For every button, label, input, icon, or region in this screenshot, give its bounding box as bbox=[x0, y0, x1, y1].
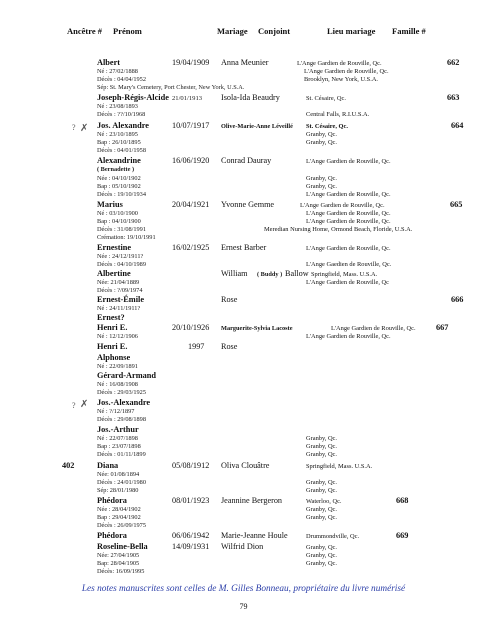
spouse-name: Marie-Jeanne Houle bbox=[221, 531, 288, 540]
child-detail: Décès : 24/01/1980 bbox=[97, 479, 146, 486]
child-name: Joseph-Régis-Alcide bbox=[97, 93, 169, 102]
child-detail: Décès : 19/10/1934 bbox=[97, 191, 146, 198]
place-line: Granby, Qc. bbox=[306, 560, 337, 567]
child-detail: Sép: St. Mary's Cemetery, Port Chester, New York, U.S.A. bbox=[97, 84, 245, 91]
marriage-place: L'Ange Gardien de Rouville, Qc. bbox=[306, 158, 391, 165]
child-name: Jos.-Alexandre bbox=[97, 398, 151, 407]
child-detail: Décès : ??/10/1968 bbox=[97, 111, 146, 118]
family-number: 665 bbox=[450, 200, 463, 209]
child-detail: Né : 27/02/1888 bbox=[97, 68, 138, 75]
spouse-name: Anna Meunier bbox=[221, 58, 269, 67]
place-line: Granby, Qc. bbox=[306, 435, 337, 442]
place-line: Granby, Qc. bbox=[306, 139, 337, 146]
place-line: L'Ange Gardien de Rouville, Qc. bbox=[306, 210, 391, 217]
child-detail: Décès : 04/10/1989 bbox=[97, 261, 146, 268]
marriage-date: 19/04/1909 bbox=[172, 58, 210, 67]
spouse-name: Rose bbox=[221, 342, 238, 351]
child-name: Ernest? bbox=[97, 313, 125, 322]
family-number: 662 bbox=[447, 58, 460, 67]
child-detail: Décès : 29/03/1925 bbox=[97, 389, 146, 396]
family-number: 663 bbox=[447, 93, 460, 102]
child-name: Phédora bbox=[97, 531, 127, 540]
marriage-place: Waterloo, Qc. bbox=[306, 498, 342, 505]
place-line: Granby, Qc. bbox=[306, 443, 337, 450]
ancestor-number: 402 bbox=[62, 461, 75, 470]
child-detail: Crémation: 19/10/1991 bbox=[97, 234, 156, 241]
place-line: Granby, Qc. bbox=[306, 487, 337, 494]
child-detail: Né : 22/09/1891 bbox=[97, 363, 138, 370]
child-detail: Né : 23/08/1893 bbox=[97, 103, 138, 110]
child-detail: Décès : 31/08/1991 bbox=[97, 226, 146, 233]
page-number: 79 bbox=[239, 602, 248, 611]
child-nickname: ( Bernadette ) bbox=[97, 166, 135, 173]
place-line: Granby, Qc. bbox=[306, 183, 337, 190]
child-name: Phédora bbox=[97, 496, 127, 505]
place-line: Granby, Qc. bbox=[306, 131, 337, 138]
place-line: Granby, Qc. bbox=[306, 514, 337, 521]
marriage-place: L'Ange Gardien de Rouville, Qc. bbox=[297, 60, 382, 67]
child-detail: Bap : 26/10/1895 bbox=[97, 139, 141, 146]
spouse-name: Jeannine Bergeron bbox=[221, 496, 283, 505]
family-number: 669 bbox=[396, 531, 409, 540]
header-ancetre: Ancêtre # bbox=[67, 26, 103, 36]
header-prenom: Prénom bbox=[113, 26, 142, 36]
marriage-date: 16/06/1920 bbox=[172, 156, 210, 165]
spouse-name: William bbox=[221, 269, 248, 278]
place-line: Granby, Qc. bbox=[306, 544, 337, 551]
header-lieu-mariage: Lieu mariage bbox=[327, 26, 376, 36]
child-detail: Né : 24/11/1911? bbox=[97, 305, 141, 312]
spouse-name: Marguerite-Sylvia Lacoste bbox=[221, 325, 293, 332]
child-detail: Décès : 04/01/1958 bbox=[97, 147, 146, 154]
child-name: Marius bbox=[97, 200, 123, 209]
child-detail: Bap : 23/07/1898 bbox=[97, 443, 141, 450]
child-detail: Décès : 04/04/1952 bbox=[97, 76, 146, 83]
place-line: Granby, Qc. bbox=[306, 175, 337, 182]
marriage-place: L'Ange Gardien de Rouville, Qc. bbox=[300, 202, 385, 209]
place-line: L'Ange Gardien de Rouville, Qc. bbox=[306, 218, 391, 225]
child-detail: Bap: 28/04/1905 bbox=[97, 560, 140, 567]
family-number: 668 bbox=[396, 496, 409, 505]
child-name: Roseline-Bella bbox=[97, 542, 148, 551]
header-conjoint: Conjoint bbox=[258, 26, 291, 36]
child-name: Jos. Alexandre bbox=[97, 121, 149, 130]
handwritten-cross-icon: ✗ bbox=[80, 399, 89, 410]
child-name: Ernest-Émile bbox=[97, 295, 145, 304]
child-detail: Décès: 16/09/1995 bbox=[97, 568, 145, 575]
child-detail: Sép: 28/01/1980 bbox=[97, 487, 139, 494]
child-detail: Né : 03/10/1900 bbox=[97, 210, 138, 217]
marriage-date: 06/06/1942 bbox=[172, 531, 210, 540]
place-line: Meredian Nursing Home, Ormond Beach, Floride, U.S.A. bbox=[264, 226, 413, 233]
child-detail: Née : 04/10/1902 bbox=[97, 175, 141, 182]
child-detail: Bap : 05/10/1902 bbox=[97, 183, 141, 190]
child-name: Ernestine bbox=[97, 243, 132, 252]
place-line: Granby, Qc. bbox=[306, 552, 337, 559]
header-famille: Famille # bbox=[392, 26, 426, 36]
child-detail: Né : 12/12/1906 bbox=[97, 333, 138, 340]
child-name: Albert bbox=[97, 58, 121, 67]
child-detail: Décès : ?/09/1974 bbox=[97, 287, 143, 294]
child-detail: Née: 27/04/1905 bbox=[97, 552, 140, 559]
child-name: Alexandrine bbox=[97, 156, 141, 165]
marriage-place: Springfield, Mass. U.S.A. bbox=[311, 271, 378, 278]
marriage-date: 14/09/1931 bbox=[172, 542, 210, 551]
child-name: Gérard-Armand bbox=[97, 371, 156, 380]
handwritten-cross-icon: ✗ bbox=[80, 123, 89, 134]
child-detail: Née: 21/04/1889 bbox=[97, 279, 140, 286]
child-detail: Né : 23/10/1895 bbox=[97, 131, 138, 138]
marriage-place: L'Ange Gardien de Rouville, Qc. bbox=[306, 245, 391, 252]
child-detail: Bap : 29/04/1902 bbox=[97, 514, 141, 521]
place-line: L'Ange Gaedien de Rouville, Qc. bbox=[306, 261, 392, 268]
child-name: Henri E. bbox=[97, 342, 128, 351]
spouse-name: Oliva Clouâtre bbox=[221, 461, 270, 470]
marriage-place: St. Césaire, Qc. bbox=[306, 95, 346, 102]
marriage-place: St. Césaire, Qc. bbox=[306, 123, 348, 130]
child-name: Henri E. bbox=[97, 323, 128, 332]
child-detail: Né : 22/07/1898 bbox=[97, 435, 138, 442]
marriage-date: 1997 bbox=[188, 342, 205, 351]
place-line: Granby, Qc. bbox=[306, 506, 337, 513]
marriage-date: 20/10/1926 bbox=[172, 323, 210, 332]
spouse-name: Ernest Barber bbox=[221, 243, 267, 252]
marriage-place: L'Ange Gardien de Rouville, Qc. bbox=[331, 325, 416, 332]
child-detail: Né : 16/08/1908 bbox=[97, 381, 138, 388]
spouse-name: Yvonne Gemme bbox=[221, 200, 275, 209]
child-detail: Née : 24/12/1911? bbox=[97, 253, 144, 260]
spouse-name: Wilfrid Dion bbox=[221, 542, 264, 551]
marriage-date: 20/04/1921 bbox=[172, 200, 210, 209]
header-mariage: Mariage bbox=[217, 26, 248, 36]
place-line: L'Ange Gardien de Rouville, Qc bbox=[306, 279, 389, 286]
spouse-name: Isola-Ida Beaudry bbox=[221, 93, 280, 102]
place-line: L'Ange Gardien de Rouville, Qc. bbox=[306, 333, 391, 340]
child-name: Alphonse bbox=[97, 353, 131, 362]
child-detail: Décès : 01/11/1899 bbox=[97, 451, 146, 458]
place-line: Granby, Qc. bbox=[306, 479, 337, 486]
handwritten-question-mark-icon: ? bbox=[72, 401, 76, 410]
place-line: Brooklyn, New York, U.S.A. bbox=[304, 76, 379, 83]
child-detail: Née : 28/04/1902 bbox=[97, 506, 141, 513]
child-detail: Décès : 26/09/1975 bbox=[97, 522, 146, 529]
spouse-lastname: Ballow bbox=[285, 269, 309, 278]
child-detail: Décès : 29/08/1898 bbox=[97, 416, 146, 423]
marriage-date: 21/01/1913 bbox=[172, 95, 203, 102]
spouse-name: Conrad Dauray bbox=[221, 156, 272, 165]
marriage-date: 16/02/1925 bbox=[172, 243, 210, 252]
place-line: L'Ange Gardien de Rouville, Qc. bbox=[304, 68, 389, 75]
place-line: L'Ange Gardien de Rouville, Qc. bbox=[306, 191, 391, 198]
place-line: Central Falls, R.I.U.S.A. bbox=[306, 111, 370, 118]
family-number: 667 bbox=[436, 323, 449, 332]
child-name: Albertine bbox=[97, 269, 131, 278]
spouse-nickname: ( Buddy ) bbox=[257, 271, 283, 278]
handwritten-question-mark-icon: ? bbox=[72, 123, 76, 132]
marriage-place: Drummondville, Qc. bbox=[306, 533, 360, 540]
marriage-place: Springfield, Mass. U.S.A. bbox=[306, 463, 373, 470]
footer-note: Les notes manuscrites sont celles de M. Gilles Bonneau, propriétaire du livre numérisé bbox=[81, 584, 406, 594]
marriage-date: 05/08/1912 bbox=[172, 461, 210, 470]
place-line: Granby, Qc. bbox=[306, 451, 337, 458]
family-number: 664 bbox=[451, 121, 464, 130]
marriage-date: 10/07/1917 bbox=[172, 121, 210, 130]
spouse-name: Olive-Marie-Anne Léveillé bbox=[221, 123, 293, 130]
spouse-name: Rose bbox=[221, 295, 238, 304]
child-detail: Née: 01/08/1894 bbox=[97, 471, 140, 478]
marriage-date: 08/01/1923 bbox=[172, 496, 210, 505]
family-number: 666 bbox=[451, 295, 464, 304]
child-name: Jos.-Arthur bbox=[97, 425, 139, 434]
child-detail: Bap : 04/10/1900 bbox=[97, 218, 141, 225]
child-name: Diana bbox=[97, 461, 119, 470]
child-detail: Né : ?/12/1897 bbox=[97, 408, 135, 415]
